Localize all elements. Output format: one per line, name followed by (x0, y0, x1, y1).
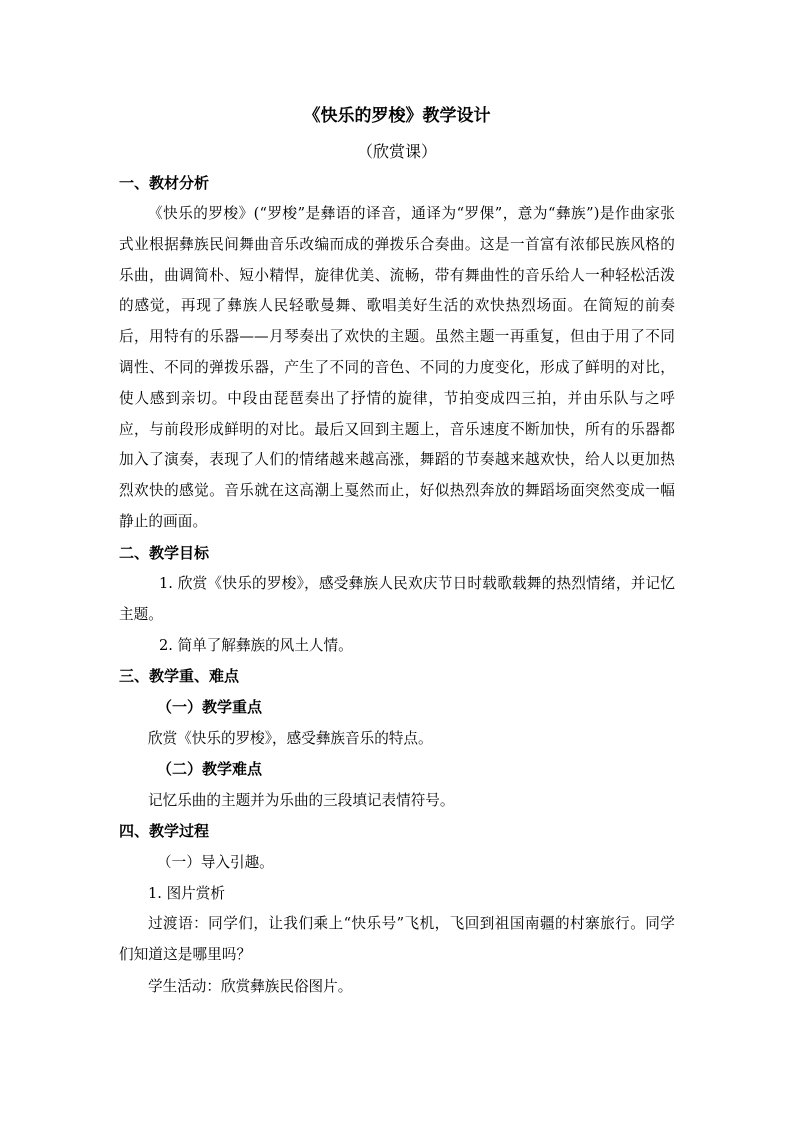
process-step-1: （一）导入引趣。 (157, 854, 274, 872)
section-heading-teaching-process: 四、教学过程 (119, 822, 210, 841)
document-page (119, 100, 675, 1002)
document-title: 《快乐的罗梭》教学设计 (303, 106, 491, 126)
section-heading-teaching-goals: 二、教学目标 (119, 543, 210, 562)
key-point-text: 欣赏《快乐的罗梭》，感受彝族音乐的特点。 (148, 730, 433, 748)
teaching-goal-2: 2. 简单了解彝族的风土人情。 (159, 637, 353, 655)
section-heading-key-difficult-points: 三、教学重、难点 (119, 667, 240, 686)
document-subtitle: （欣赏课） (356, 142, 437, 161)
teaching-goal-1: 1. 欣赏《快乐的罗梭》，感受彝族人民欢庆节日时载歌载舞的热烈情绪，并记忆主题。 (119, 574, 675, 623)
material-analysis-paragraph: 《快乐的罗梭》(“罗梭”是彝语的译音，通译为“罗倮”，意为“彝族”)是作曲家张式业根据彝族民间舞曲音乐改编而成的弹拨乐合奏曲。这是一首富有浓郁民族风格的乐曲，曲调简朴、短小精悍，旋律优美、流畅，带有舞曲性的音乐给人一种轻松活泼的感觉，再现了彝族人民轻歌曼舞、歌唱美好生活的欢快热烈场面。在简短的前奏后，用特有的乐器——月琴奏出了欢快的主题。虽然主题一再重复，但由于用了不同调性、不同的弹拨乐器，产生了不同的音色、不同的力度变化，形成了鲜明的对比，使人感到亲切。中段由琵琶奏出了抒情的旋律，节拍变成四三拍，并由乐队与之呼应，与前段形成鲜明的对比。最后又回到主题上，音乐速度不断加快，所有的乐器都加入了演奏，表现了人们的情绪越来越高涨，舞蹈的节奏越来越欢快，给人以更加热烈欢快的感觉。音乐就在这高潮上戛然而止，好似热烈奔放的舞蹈场面突然变成一幅静止的画面。 (119, 205, 675, 530)
subheading-difficult-point: （二）教学难点 (157, 760, 263, 779)
transition-text: 过渡语：同学们，让我们乘上“快乐号”飞机，飞回到祖国南疆的村寨旅行。同学们知道这是哪里吗？ (119, 915, 675, 964)
subheading-key-point: （一）教学重点 (157, 698, 263, 717)
section-heading-material-analysis: 一、教材分析 (119, 174, 210, 192)
student-activity-text: 学生活动：欣赏彝族民俗图片。 (148, 977, 353, 995)
difficult-point-text: 记忆乐曲的主题并为乐曲的三段填记表情符号。 (148, 792, 455, 810)
process-step-1-1: 1. 图片赏析 (148, 885, 225, 903)
